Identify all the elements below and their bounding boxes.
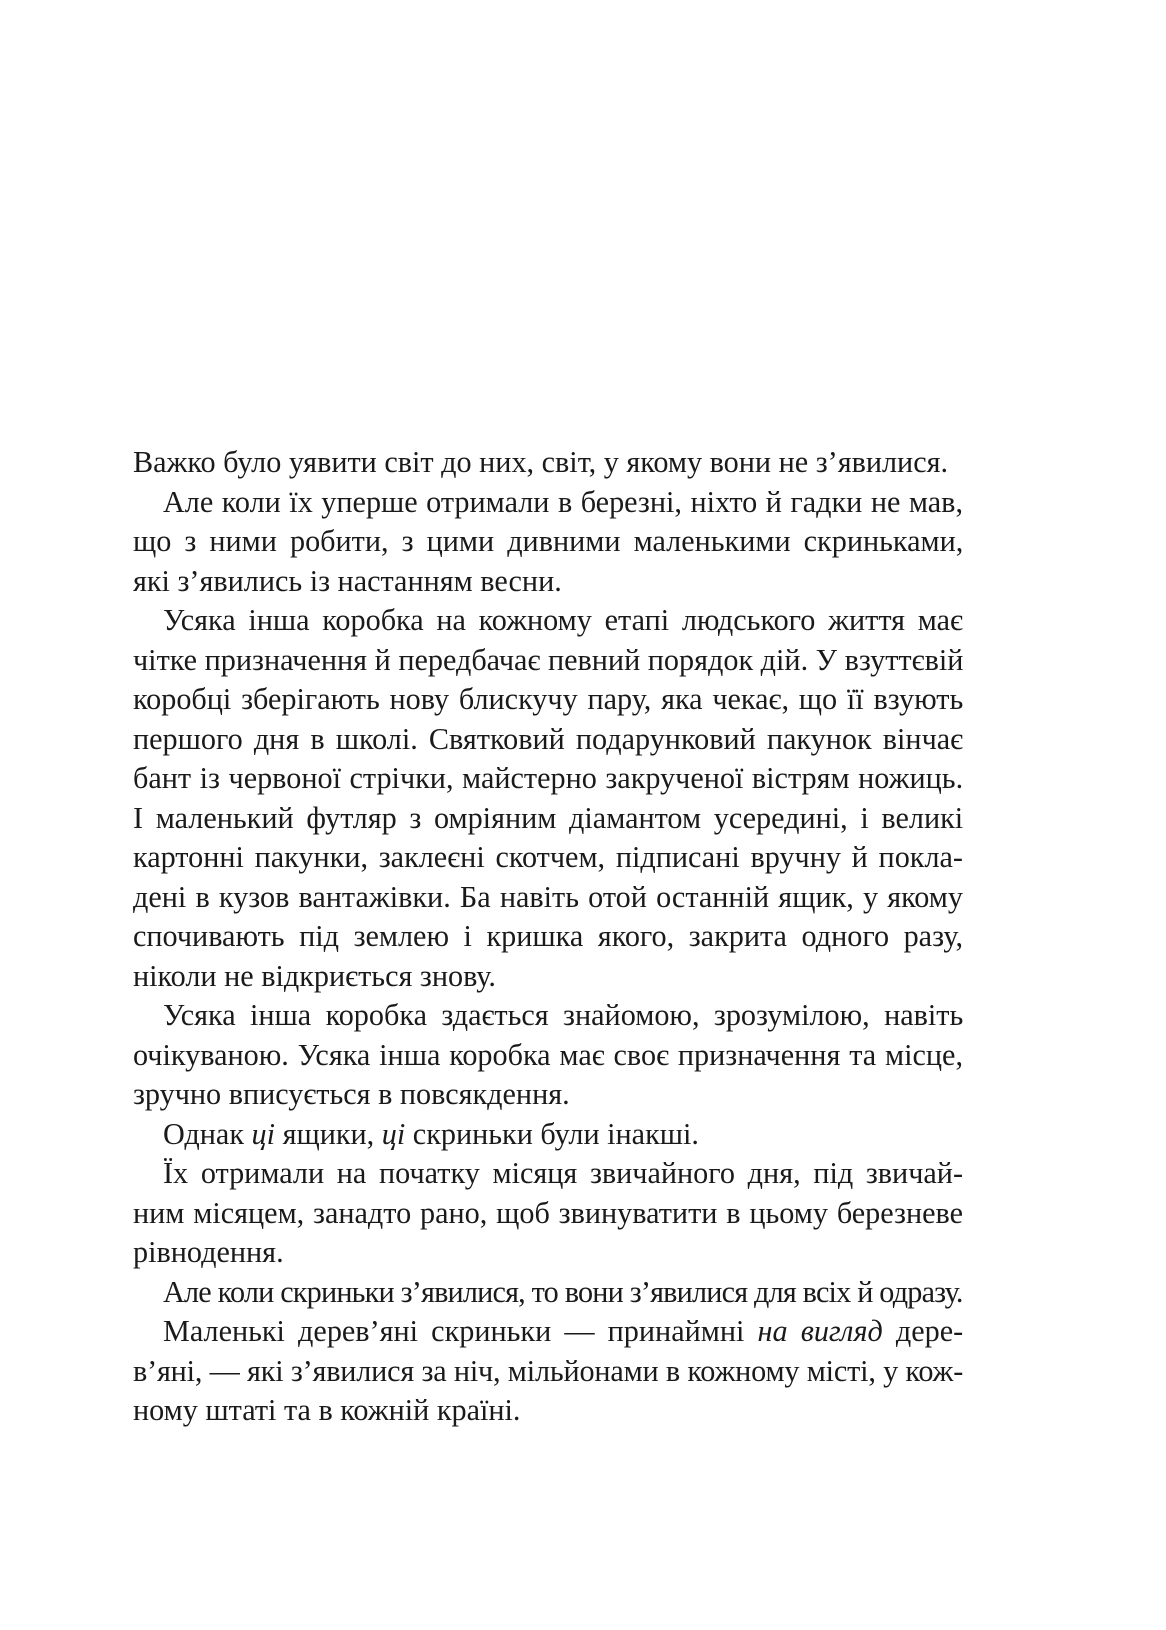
body-text — [133, 443, 963, 1431]
paragraph-6-line-1: Їх отримали на початку місяця звичайного дня, під звичай- — [163, 1156, 963, 1190]
paragraph-8-line-1 — [133, 1312, 963, 1352]
paragraph-5-italic-2: ці — [381, 1116, 406, 1151]
paragraph-7-line-1: Але коли скриньки з’явилися, то вони з’явилися для всіх й одразу. — [163, 1274, 963, 1309]
paragraph-5-text-a: Однак — [163, 1116, 252, 1151]
paragraph-5-italic-1: ці — [251, 1116, 276, 1151]
paragraph-3-line-10: ніколи не відкриється знову. — [133, 958, 496, 993]
paragraph-8-text-a: Маленькі дерев’яні скриньки — принаймні — [163, 1314, 758, 1348]
paragraph-1-line-1: Важко було уявити світ до них, світ, у якому вони не з’явилися. — [133, 445, 949, 479]
paragraph-8-line-3: ному штаті та в кожній країні. — [133, 1393, 521, 1427]
paragraph-2-line-3: які з’явились із настанням весни. — [133, 563, 562, 598]
paragraph-3-line-9: спочивають під землею і кришка якого, закрита одного разу, — [133, 919, 963, 953]
paragraph-8-italic-1: на вигляд — [757, 1314, 883, 1348]
paragraph-4-line-3: зручно вписується в повсякдення. — [133, 1077, 570, 1111]
paragraph-8-line-2: в’яні, — які з’явилися за ніч, мільйонами в кожному місті, у кож- — [133, 1353, 964, 1388]
paragraph-3-line-7: картонні пакунки, заклеєні скотчем, підписані вручну й покла- — [133, 840, 963, 874]
paragraph-5-line-1 — [133, 1115, 963, 1155]
paragraph-3-line-3: коробці зберігають нову блискучу пару, яка чекає, що її взують — [133, 682, 964, 716]
paragraph-3-line-2: чітке призначення й передбачає певний порядок дій. У взуттєвій — [133, 642, 964, 677]
paragraph-6-line-2: ним місяцем, занадто рано, щоб звинуватити в цьому березневе — [133, 1195, 963, 1230]
paragraph-2-line-2: що з ними робити, з цими дивними маленькими скриньками, — [133, 524, 964, 558]
paragraph-5-text-b: ящики, — [275, 1116, 382, 1151]
paragraph-3-line-8: дені в кузов вантажівки. Ба навіть отой останній ящик, у якому — [133, 879, 963, 914]
paragraph-2-line-1: Але коли їх уперше отримали в березні, ніхто й гадки не мав, — [163, 484, 963, 519]
paragraph-3-line-6: І маленький футляр з омріяним діамантом усередині, і великі — [133, 800, 964, 835]
paragraph-3-line-5: бант із червоної стрічки, майстерно закрученої вістрям ножиць. — [133, 761, 964, 795]
paragraph-8-text-b: дере- — [882, 1314, 964, 1348]
paragraph-4-line-2: очікуваною. Усяка інша коробка має своє призначення та місце, — [133, 1037, 963, 1072]
paragraph-6-line-3: рівнодення. — [133, 1235, 284, 1269]
paragraph-3-line-4: першого дня в школі. Святковий подарунковий пакунок вінчає — [133, 721, 964, 756]
paragraph-5-text-c: скриньки були інакші. — [405, 1116, 699, 1151]
paragraph-3-line-1: Усяка інша коробка на кожному етапі людського життя має — [163, 603, 963, 637]
paragraph-4-line-1: Усяка інша коробка здається знайомою, зрозумілою, навіть — [163, 998, 964, 1032]
